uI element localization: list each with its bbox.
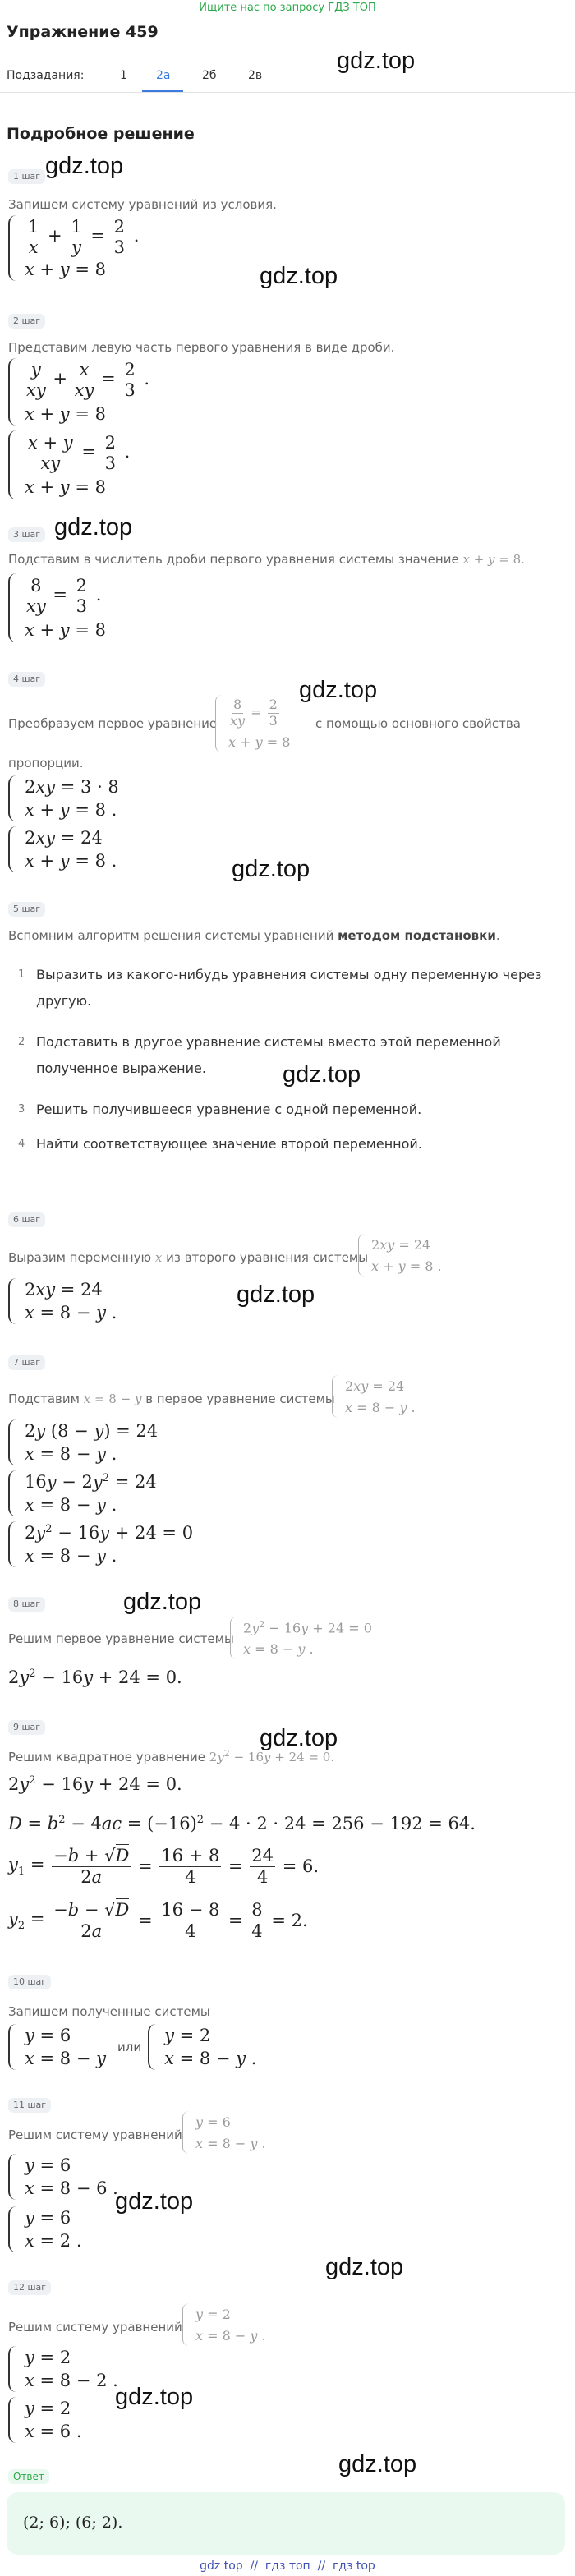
equation: $y_1$ = $\frac{-b + √D}{2a}$ = $\frac{16 + 8}{4}$ = $\frac{24}{4}$ = 6. (8, 1846, 319, 1887)
algorithm-text: Решить получившееся уравнение с одной переменной. (36, 1102, 422, 1117)
equation-system: 2xy = 24 x + y = 8 . (8, 826, 117, 872)
answer-box (7, 2492, 565, 2555)
step-text: с помощью основного свойства (315, 716, 521, 731)
step-text: Решим систему уравнений (8, 2320, 182, 2334)
step-badge: 11 шаг (8, 2098, 51, 2113)
inline-system: y = 2 x = 8 − y . (182, 2303, 266, 2346)
watermark: gdz.top (283, 1061, 361, 1088)
tab-1[interactable]: 1 (120, 69, 127, 82)
algorithm-text: полученное выражение. (36, 1060, 206, 1076)
watermark: gdz.top (115, 2188, 194, 2215)
equation-system: $2y^2 - 16y + 24 = 0$ x = 8 − y . (8, 1521, 193, 1567)
watermark: gdz.top (123, 1589, 202, 1615)
equation-system: y = 2 x = 8 − y . (148, 2024, 256, 2070)
watermark: gdz.top (325, 2254, 404, 2280)
algorithm-text: Найти соответствующее значение второй переменной. (36, 1136, 422, 1152)
page-title: Упражнение 459 (7, 23, 159, 41)
step-text: Подставим в числитель дроби первого уравнения системы значение x + y = 8. (8, 552, 525, 567)
equation-system: $\frac{y}{xy}$ + $\frac{x}{xy}$ = $\frac{2}{3}$ . x + y = 8 (8, 358, 150, 426)
equation: $D = b^2 - 4ac = (-16)^2 - 4 \cdot 2 \cdot 24 = 256 - 192 = 64$. (8, 1814, 476, 1833)
equation-system: y = 6 x = 8 − y (8, 2024, 106, 2070)
answer-label: Ответ (8, 2469, 49, 2484)
step-badge: 4 шаг (8, 672, 45, 687)
equation-system: 2xy = 3 · 8 x + y = 8 . (8, 775, 119, 821)
algorithm-item: 2 Подставить в другое уравнение системы вместо этой переменной (18, 1030, 501, 1055)
watermark: gdz.top (338, 2451, 417, 2477)
step-badge: 7 шаг (8, 1355, 45, 1370)
inline-system: y = 6 x = 8 − y . (182, 2111, 266, 2154)
step-text: Запишем полученные системы (8, 2004, 210, 2019)
step-badge: 12 шаг (8, 2280, 51, 2295)
step-text: Подставим x = 8 − y в первое уравнение системы (8, 1392, 335, 1406)
tabs-divider (0, 92, 575, 93)
equation-system: y = 2 x = 6 . (8, 2397, 82, 2443)
inline-system: 2xy = 24 x = 8 − y . (332, 1375, 416, 1418)
watermark: gdz.top (260, 263, 338, 289)
algorithm-text: другую. (36, 993, 92, 1009)
step-text-part: Вспомним алгоритм решения системы уравнений (8, 928, 334, 943)
equation-system: y = 6 x = 8 − 6 . (8, 2154, 118, 2200)
algorithm-text: Выразить из какого-нибудь уравнения системы одну переменную через (36, 967, 542, 982)
step-badge: 2 шаг (8, 314, 45, 329)
method-name: методом подстановки (338, 928, 496, 943)
equation-system: $\frac{1}{x}$ + $\frac{1}{y}$ = $\frac{2}{3}$ . x + y = 8 (8, 215, 139, 281)
step-text: Решим первое уравнение системы (8, 1631, 234, 1646)
section-title: Подробное решение (7, 125, 195, 143)
step-badge: 3 шаг (8, 527, 45, 542)
top-banner[interactable]: Ищите нас по запросу ГДЗ ТОП (199, 2, 376, 14)
step-badge: 9 шаг (8, 1720, 45, 1735)
algorithm-item: 4 Найти соответствующее значение второй переменной. (18, 1132, 422, 1157)
step-text-part: в первое уравнение системы (145, 1392, 335, 1406)
step-badge: 6 шаг (8, 1212, 45, 1227)
algorithm-item (18, 989, 91, 1014)
step-text: Вспомним алгоритм решения системы уравнений методом подстановки. (8, 928, 500, 943)
equation-system: 2xy = 24 x = 8 − y . (8, 1278, 117, 1324)
inline-system: 2xy = 24 x + y = 8 . (358, 1234, 442, 1276)
watermark: gdz.top (232, 856, 310, 882)
algorithm-item: 1 Выразить из какого-нибудь уравнения системы одну переменную через (18, 963, 541, 987)
watermark: gdz.top (260, 1725, 338, 1751)
step-badge: 10 шаг (8, 1975, 51, 1990)
step-text: Решим квадратное уравнение $2y^2 - 16y + 24 = 0$. (8, 1748, 335, 1764)
equation-system: $16y - 2y^2 = 24$ x = 8 − y . (8, 1470, 157, 1516)
equation-system: y = 2 x = 8 − 2 . (8, 2346, 118, 2392)
watermark: gdz.top (337, 48, 416, 74)
or-label: или (117, 2040, 142, 2054)
tab-2a[interactable]: 2а (156, 69, 171, 82)
watermark: gdz.top (54, 514, 133, 540)
footer-links[interactable]: gdz top // гдз топ // гдз top (200, 2560, 375, 2573)
algorithm-item (18, 1056, 206, 1081)
step-badge: 8 шаг (8, 1597, 45, 1612)
equation-system: $\frac{8}{xy}$ = $\frac{2}{3}$ . x + y = 8 (8, 573, 106, 642)
watermark: gdz.top (115, 2384, 194, 2410)
inline-system: $\frac{8}{xy}$ = $\frac{2}{3}$ x + y = 8 (215, 695, 290, 752)
step-text-part: Подставим (8, 1392, 80, 1406)
step-text: Представим левую часть первого уравнения в виде дроби. (8, 340, 395, 355)
watermark: gdz.top (45, 153, 124, 179)
subtasks-label: Подзадания: (7, 69, 85, 82)
equation: $2y^2 - 16y + 24 = 0$. (8, 1774, 182, 1794)
answer-value: (2; 6); (6; 2). (23, 2514, 123, 2532)
step-text: Преобразуем первое уравнение (8, 716, 218, 731)
step-badge: 5 шаг (8, 902, 45, 917)
equation-system: $\frac{x + y}{xy}$ = $\frac{2}{3}$ . x + y = 8 (8, 430, 130, 499)
systems-row (8, 2024, 256, 2070)
step-text-part: Подставим в числитель дроби первого уравнения системы значение (8, 552, 459, 567)
equation: $y_2$ = $\frac{-b - √D}{2a}$ = $\frac{16 - 8}{4}$ = $\frac{8}{4}$ = 2. (8, 1900, 308, 1941)
tab-2b[interactable]: 2б (202, 69, 217, 82)
step-text: Решим систему уравнений (8, 2128, 182, 2142)
step-text-part: Выразим переменную (8, 1250, 152, 1265)
tab-2v[interactable]: 2в (248, 69, 263, 82)
step-badge: 1 шаг (8, 169, 45, 184)
step-text-part: Решим квадратное уравнение (8, 1750, 205, 1764)
equation: $2y^2 - 16y + 24 = 0$. (8, 1668, 182, 1687)
algorithm-text: Подставить в другое уравнение системы вместо этой переменной (36, 1034, 501, 1050)
step-text: Выразим переменную x из второго уравнения системы (8, 1250, 369, 1265)
step-text: Запишем систему уравнений из условия. (8, 197, 277, 212)
equation-system: 2y (8 − y) = 24 x = 8 − y . (8, 1419, 158, 1465)
algorithm-item: 3 Решить получившееся уравнение с одной переменной. (18, 1097, 421, 1122)
step-text-part: из второго уравнения системы (166, 1250, 369, 1265)
inline-system: $2y^2 - 16y + 24 = 0$ x = 8 − y . (230, 1617, 372, 1659)
watermark: gdz.top (237, 1281, 315, 1308)
equation-system: y = 6 x = 2 . (8, 2206, 82, 2252)
step-text: пропорции. (8, 756, 84, 770)
watermark: gdz.top (299, 677, 378, 703)
